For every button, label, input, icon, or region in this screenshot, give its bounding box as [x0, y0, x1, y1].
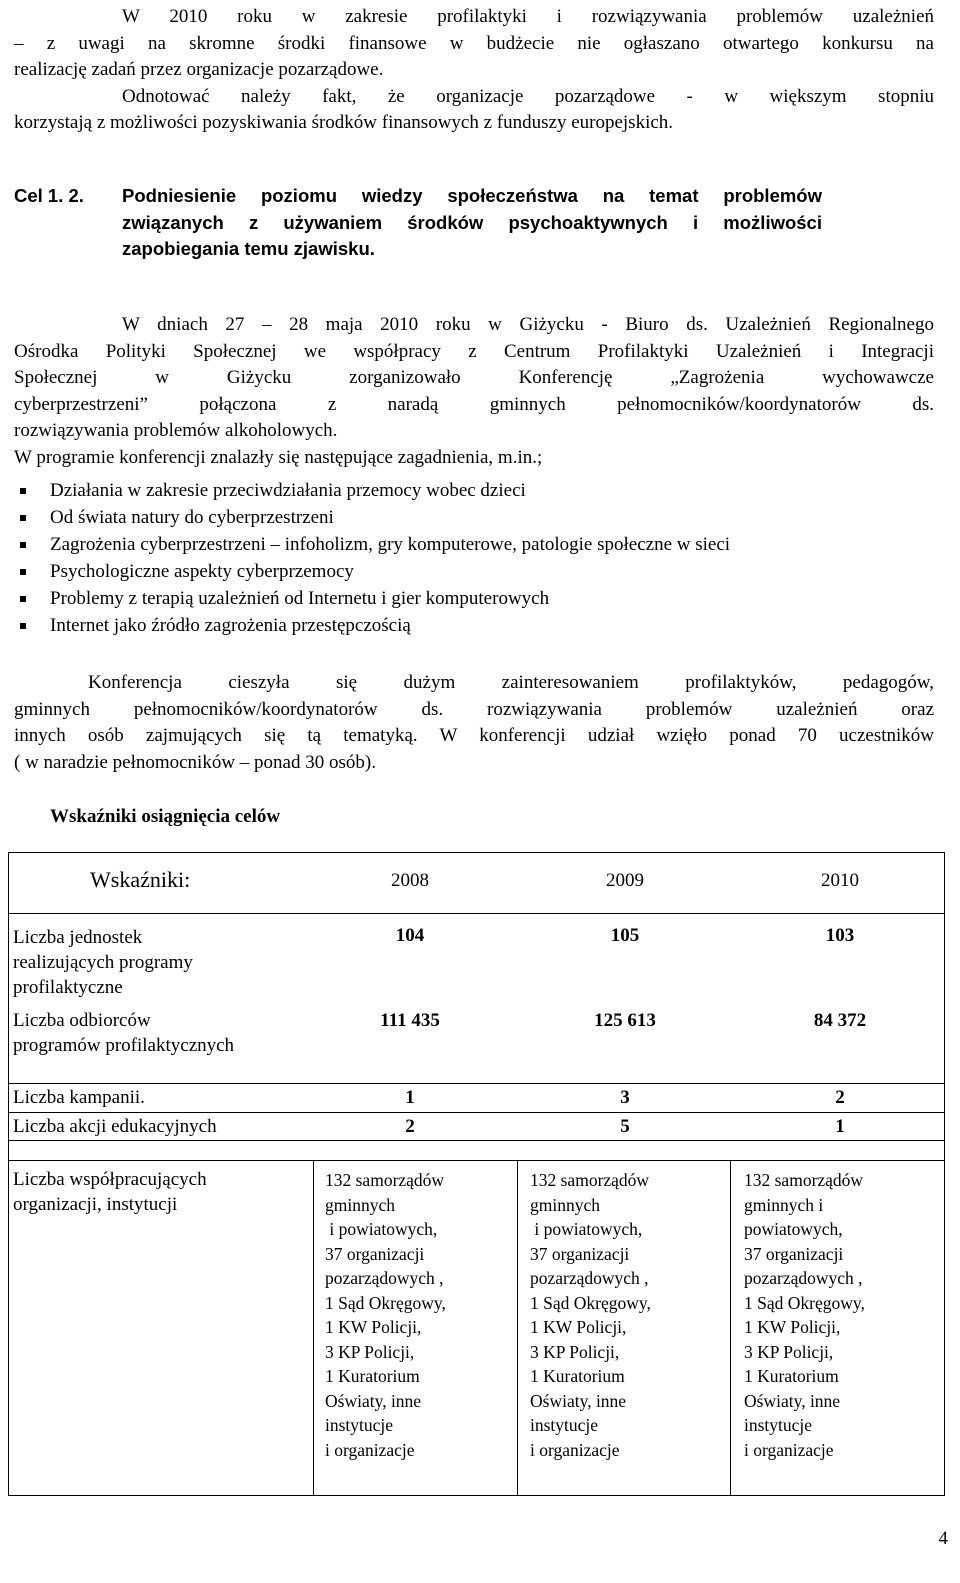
summary-line: innych osób zajmujących się tą tematyką. W konferencji udział wzięło ponad 70 uczestników: [14, 725, 934, 746]
bullet-square-icon: [20, 623, 26, 629]
table-cell: 84 372: [813, 1010, 867, 1031]
conference-line: cyberprzestrzeni” połączona z naradą gminnych pełnomocników/koordynatorów ds.: [14, 393, 934, 415]
table-row-label: Liczba jednostek realizujących programy profilaktyczne: [13, 927, 193, 998]
summary-paragraph: [14, 670, 934, 776]
table-cell-multiline: 132 samorządów gminnych i powiatowych, 37 organizacji pozarządowych , 1 Sąd Okręgowy, 1 KW Policji, 3 KP Policji, 1 Kuratorium Oświaty, inne instytucje i organizacje: [325, 1170, 446, 1460]
table-cell-multiline: 132 samorządów gminnych i powiatowych, 37 organizacji pozarządowych , 1 Sąd Okręgowy, 1 KW Policji, 3 KP Policji, 1 Kuratorium Oświaty, inne instytucje i organizacje: [744, 1170, 865, 1460]
intro-line: – z uwagi na skromne środki finansowe w budżecie nie ogłaszano otwartego konkursu na: [14, 32, 934, 54]
goal-line: zapobiegania temu zjawisku.: [122, 238, 375, 259]
bullet-square-icon: [20, 488, 26, 494]
table-cell: 5: [620, 1116, 630, 1137]
table-header-year: 2009: [606, 870, 644, 891]
intro-line: Odnotować należy fakt, że organizacje pozarządowe - w większym stopniu: [122, 85, 934, 107]
table-cell: 125 613: [594, 1010, 656, 1031]
table-cell: 3: [620, 1087, 630, 1108]
page-number: 4: [938, 1528, 948, 1549]
table-cell: 1: [835, 1116, 845, 1137]
conference-line: W dniach 27 – 28 maja 2010 roku w Giżycku - Biuro ds. Uzależnień Regionalnego: [122, 314, 934, 335]
table-cell-multiline: 132 samorządów gminnych i powiatowych, 37 organizacji pozarządowych , 1 Sąd Okręgowy, 1 KW Policji, 3 KP Policji, 1 Kuratorium Oświaty, inne instytucje i organizacje: [530, 1170, 651, 1460]
table-header-year: 2010: [821, 870, 859, 891]
bullet-square-icon: [20, 569, 26, 575]
table-header-year: 2008: [391, 870, 429, 891]
table-cell: 104: [395, 925, 425, 946]
conference-line: rozwiązywania problemów alkoholowych.: [14, 420, 338, 441]
table-cell: 105: [610, 925, 640, 946]
conference-line: Społecznej w Giżycku zorganizowało Konferencję „Zagrożenia wychowawcze: [14, 367, 934, 388]
conference-line: Ośrodka Polityki Społecznej we współpracy z Centrum Profilaktyki Uzależnień i Integracji: [14, 340, 934, 362]
summary-line: gminnych pełnomocników/koordynatorów ds. rozwiązywania problemów uzależnień oraz: [14, 698, 934, 720]
table-row-label: Liczba akcji edukacyjnych: [13, 1116, 217, 1137]
indicators-heading: Wskaźniki osiągnięcia celów: [50, 806, 281, 827]
table-header-label: Wskaźniki:: [90, 867, 191, 892]
intro-paragraph: [14, 4, 934, 137]
conference-line: W programie konferencji znalazły się następujące zagadnienia, m.in.;: [14, 446, 543, 468]
bullet-square-icon: [20, 596, 26, 602]
summary-line: ( w naradzie pełnomocników – ponad 30 osób).: [14, 751, 376, 773]
intro-line: realizację zadań przez organizacje pozarządowe.: [14, 59, 384, 80]
bullet-square-icon: [20, 542, 26, 548]
intro-line: korzystają z możliwości pozyskiwania środków finansowych z funduszy europejskich.: [14, 112, 674, 133]
table-row-label: Liczba kampanii.: [13, 1087, 145, 1108]
table-cell: 1: [405, 1087, 415, 1108]
table-cell: 103: [825, 925, 855, 946]
table-cell: 111 435: [380, 1010, 440, 1031]
goal-line: Podniesienie poziomu wiedzy społeczeństwa na temat problemów: [122, 185, 822, 206]
table-cell: 2: [835, 1087, 845, 1108]
goal-line: związanych z używaniem środków psychoaktywnych i możliwości: [122, 211, 822, 233]
goal-label: Cel 1. 2.: [14, 185, 84, 206]
conference-paragraph: [14, 312, 934, 471]
table-cell: 2: [405, 1116, 415, 1137]
bullet-square-icon: [20, 515, 26, 521]
table-row-label: Liczba odbiorców programów profilaktycznych: [13, 1010, 235, 1056]
intro-line: W 2010 roku w zakresie profilaktyki i rozwiązywania problemów uzależnień: [122, 6, 934, 27]
summary-line: Konferencja cieszyła się dużym zainteresowaniem profilaktyków, pedagogów,: [88, 672, 934, 693]
table-row-label: Liczba współpracujących organizacji, instytucji: [13, 1169, 207, 1215]
